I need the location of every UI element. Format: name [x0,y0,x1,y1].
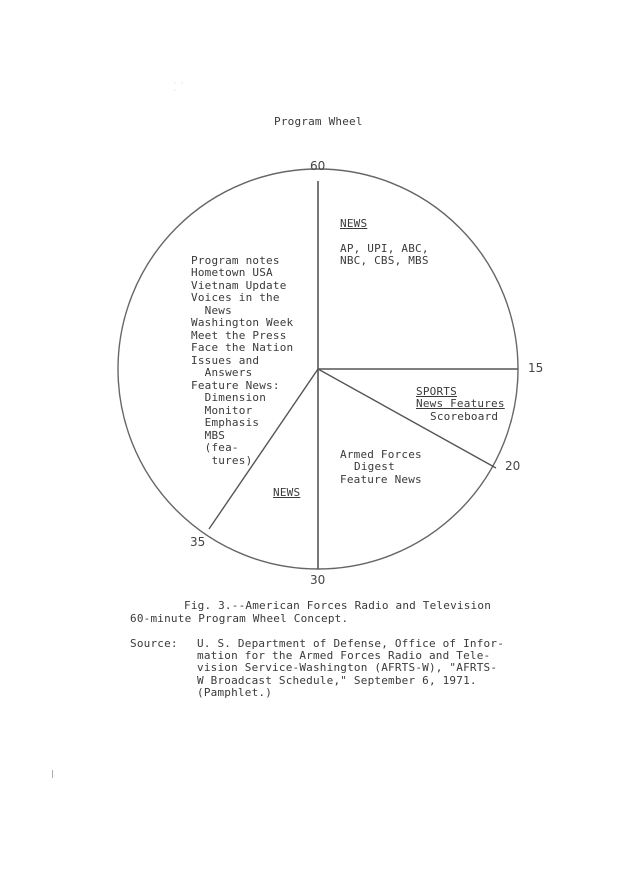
features-line: Meet the Press [191,328,287,342]
features-line: News [191,303,232,317]
features-line: Face the Nation [191,341,294,354]
features-line: Hometown USA [191,266,273,279]
tick-label-35: 35 [190,535,206,549]
page-title: Program Wheel [274,115,363,128]
features-line: Dimension [191,391,267,404]
segment-news-heading: NEWS [340,217,368,230]
source-line: vision Service-Washington (AFRTS-W), "AFRTS- [197,661,498,674]
features-line: Answers [191,366,253,379]
segment-news-line-2: NBC, CBS, MBS [340,254,429,267]
features-line: Monitor [191,403,253,417]
segment-armed-forces-line-2: Digest [354,460,395,473]
segment-sports-heading: SPORTS [416,385,457,398]
tick-label-15: 15 [528,361,544,375]
features-line: Washington Week [191,316,294,329]
features-line: MBS [191,428,226,442]
figure-caption-line-2: 60-minute Program Wheel Concept. [130,612,349,625]
source-line: U. S. Department of Defense, Office of Infor- [197,637,505,650]
features-line: Voices in the [191,291,280,304]
tick-label-20: 20 [505,459,521,473]
figure-caption-line-1: Fig. 3.--American Forces Radio and Television [184,599,492,612]
segment-sports-line-1: News Features [416,397,505,410]
features-line: Program notes [191,253,280,267]
features-line: Issues and [191,353,260,367]
source-line: mation for the Armed Forces Radio and Tele- [197,649,491,662]
features-line: Feature News: [191,378,280,392]
tick-label-30: 30 [310,573,326,587]
segment-armed-forces-line-1: Armed Forces [340,448,422,461]
source-label: Source: [130,637,178,650]
features-line: (fea- [191,441,239,454]
source-line: W Broadcast Schedule," September 6, 1971. [197,674,477,687]
segment-features-list [191,242,293,480]
tick-label-60: 60 [310,159,326,173]
segment-news-line-1: AP, UPI, ABC, [340,242,429,255]
scan-mark: · · · [173,80,184,94]
segment-armed-forces-line-3: Feature News [340,473,422,486]
segment-sports-line-2: Scoreboard [430,410,499,423]
features-line: Emphasis [191,416,260,429]
source-line: (Pamphlet.) [197,686,273,699]
segment-news-bottom-heading: NEWS [273,486,301,499]
features-line: Vietnam Update [191,278,287,292]
features-line: tures) [191,453,253,467]
